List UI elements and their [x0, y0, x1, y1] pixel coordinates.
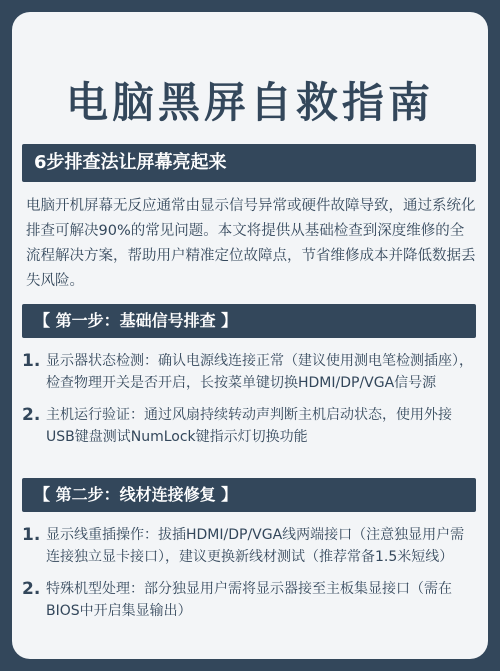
item-text: 显示线重插操作：拔插HDMI/DP/VGA线两端接口（注意独显用户需连接独立显卡接口），建议更换新线材测试（推荐常备1.5米短线） — [46, 527, 465, 565]
intro-paragraph: 电脑开机屏幕无反应通常由显示信号异常或硬件故障导致，通过系统化排查可解决90%的常见问题。本文将提供从基础检查到深度维修的全流程解决方案，帮助用户精准定位故障点，节省维修成本并降低数据丢失风险。 — [26, 198, 476, 289]
item-number: 1. — [22, 351, 41, 371]
guide-card — [12, 12, 488, 659]
subtitle-banner: 6步排查法让屏幕亮起来 — [22, 144, 476, 182]
item-text: 显示器状态检测：确认电源线连接正常（建议使用测电笔检测插座），检查物理开关是否开启，长按菜单键切换HDMI/DP/VGA信号源 — [46, 353, 473, 391]
step2-list — [22, 524, 478, 632]
step1-list — [22, 350, 478, 458]
list-item — [22, 578, 478, 622]
item-text: 主机运行验证：通过风扇持续转动声判断主机启动状态，使用外接USB键盘测试NumLock键指示灯切换功能 — [46, 407, 452, 445]
item-text: 特殊机型处理：部分独显用户需将显示器接至主板集显接口（需在BIOS中开启集显输出） — [46, 581, 452, 619]
list-item — [22, 524, 478, 568]
item-number: 2. — [22, 405, 41, 425]
list-item — [22, 350, 478, 394]
section-heading-step2: 【 第二步：线材连接修复 】 — [22, 478, 476, 512]
item-number: 1. — [22, 525, 41, 545]
page-title: 电脑黑屏自救指南 — [65, 78, 434, 127]
item-number: 2. — [22, 579, 41, 599]
section-heading-step1: 【 第一步：基础信号排查 】 — [22, 304, 476, 338]
list-item — [22, 404, 478, 448]
